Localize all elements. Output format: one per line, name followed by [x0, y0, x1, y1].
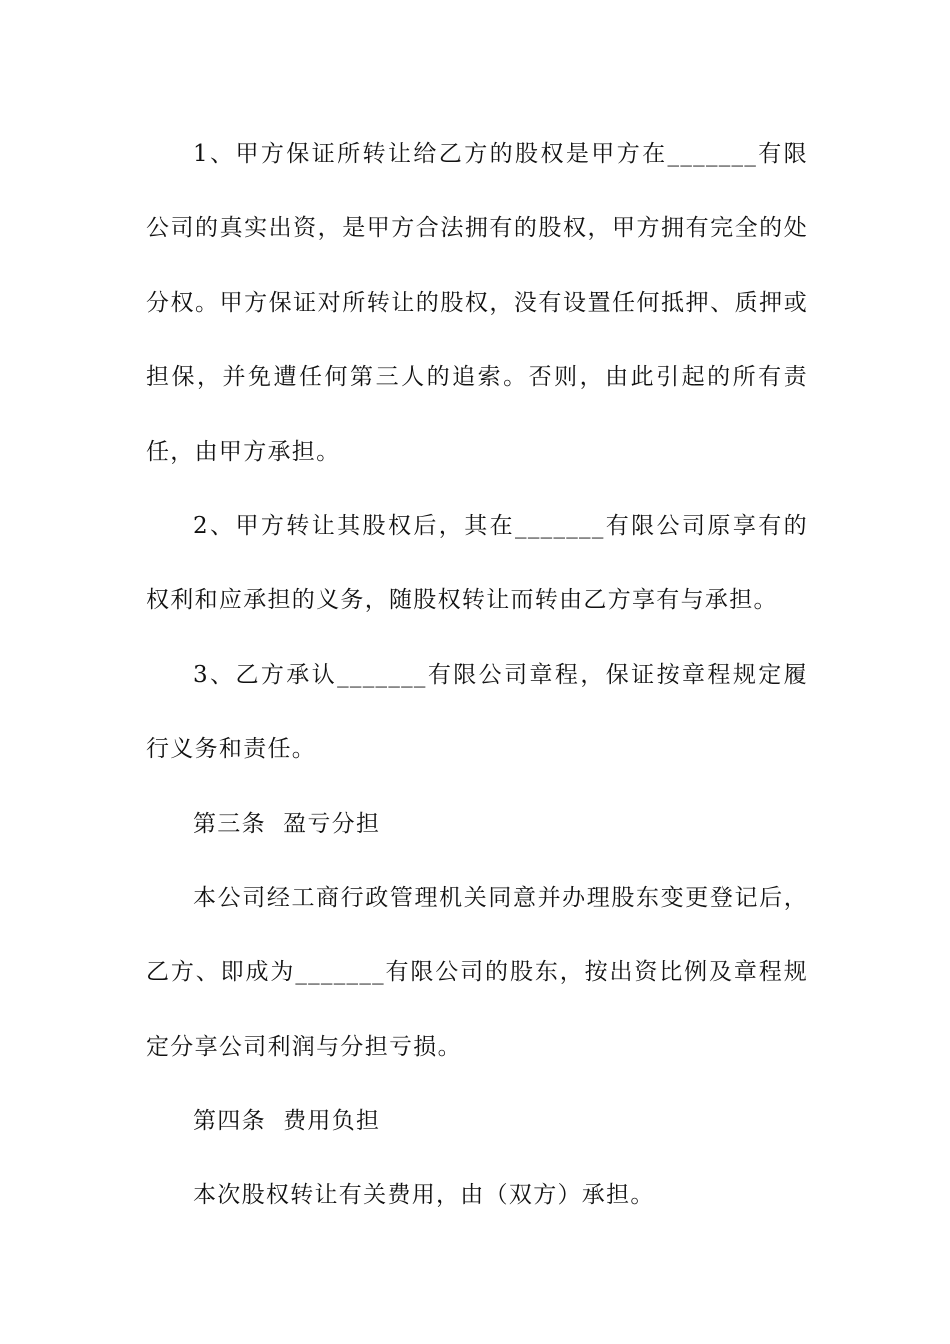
article-3-paragraph: 本公司经工商行政管理机关同意并办理股东变更登记后，乙方、即成为_______有限公司的股东，按出资比例及章程规定分享公司利润与分担亏损。 — [146, 885, 808, 1060]
article-4-paragraph: 本次股权转让有关费用，由（双方）承担。 — [193, 1182, 655, 1208]
article-3-heading: 第三条 盈亏分担 — [193, 811, 381, 837]
clause-2-paragraph: 2、甲方转让其股权后，其在_______有限公司原享有的权利和应承担的义务，随股权转让而转由乙方享有与承担。 — [146, 513, 808, 614]
clause-1-paragraph: 1、甲方保证所转让给乙方的股权是甲方在_______有限公司的真实出资，是甲方合法拥有的股权，甲方拥有完全的处分权。甲方保证对所转让的股权，没有设置任何抵押、质押或担保，并免遭任何第三人的追索。否则，由此引起的所有责任，由甲方承担。 — [146, 141, 808, 465]
article-4-heading: 第四条 费用负担 — [193, 1108, 381, 1134]
clause-3-paragraph: 3、乙方承认_______有限公司章程，保证按章程规定履行义务和责任。 — [146, 662, 808, 763]
